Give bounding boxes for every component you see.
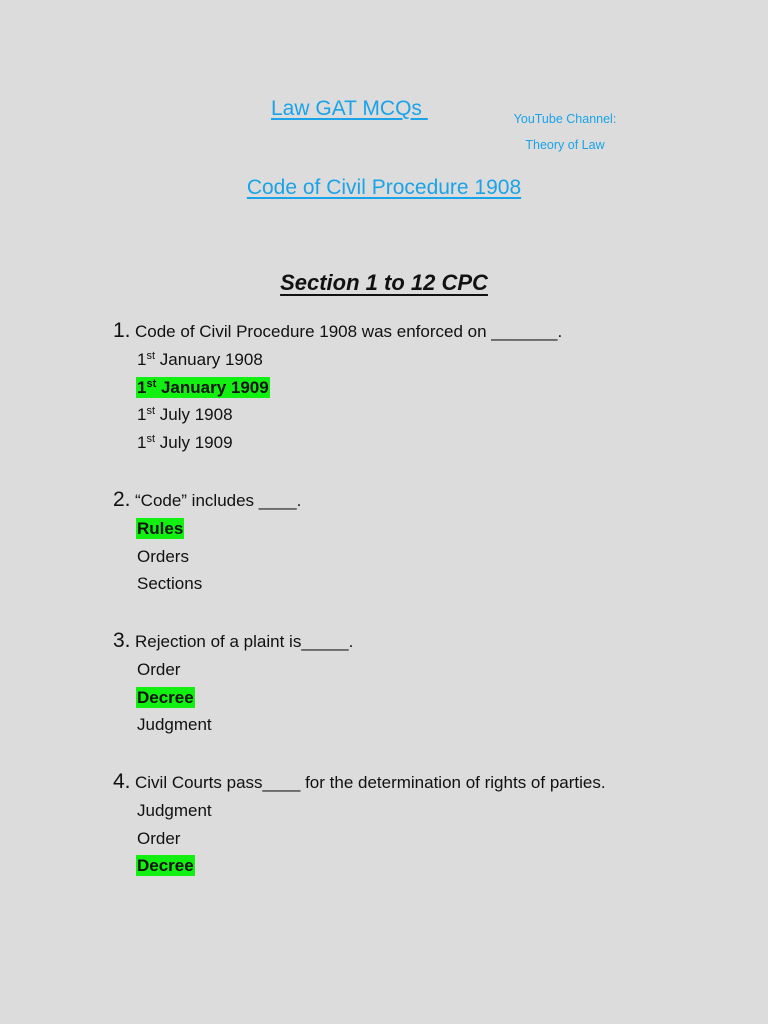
- youtube-channel-name: Theory of Law: [525, 138, 605, 152]
- question-number: 2.: [113, 488, 131, 511]
- page-title: Law GAT MCQs: [271, 97, 428, 120]
- option-text: [136, 546, 190, 567]
- option-text: [136, 855, 195, 876]
- option-label: January 1908: [155, 350, 263, 369]
- option-label: Decree: [137, 687, 194, 707]
- option-text: [136, 659, 181, 680]
- question-3: [113, 629, 733, 739]
- option-ordinal-suffix: st: [146, 350, 156, 362]
- option-label: July 1909: [155, 432, 233, 452]
- option-label: Order: [137, 660, 181, 679]
- answer-option-correct: [136, 684, 733, 712]
- option-list: [113, 656, 733, 739]
- option-text: [136, 432, 234, 453]
- youtube-channel-note: [509, 106, 621, 158]
- question-text: Rejection of a plaint is_____.: [135, 632, 354, 651]
- option-ordinal-suffix: st: [146, 377, 157, 390]
- question-2: [113, 488, 733, 598]
- answer-option: [136, 656, 733, 684]
- question-number: 1.: [113, 319, 131, 342]
- question-4: [113, 770, 733, 880]
- option-text: [136, 714, 213, 735]
- option-text: [136, 828, 181, 849]
- answer-option: [136, 570, 733, 598]
- subject-heading: Code of Civil Procedure 1908: [246, 176, 522, 199]
- answer-option: [136, 825, 733, 853]
- option-label: Judgment: [137, 801, 212, 820]
- option-text: [136, 573, 203, 594]
- question-text: Civil Courts pass____ for the determination of rights of parties.: [135, 773, 606, 792]
- option-label: Orders: [137, 546, 189, 566]
- answer-option: [136, 346, 733, 374]
- option-label: July 1908: [155, 405, 233, 424]
- option-list: [113, 797, 733, 880]
- youtube-channel-label: YouTube Channel:: [513, 112, 617, 126]
- question-number: 4.: [113, 770, 131, 793]
- option-list: [113, 346, 733, 456]
- option-text: [136, 404, 234, 425]
- option-label: Judgment: [137, 715, 212, 734]
- option-label: Sections: [137, 574, 203, 593]
- option-label: Order: [137, 828, 181, 848]
- option-text: [136, 687, 195, 708]
- question-line: [113, 629, 733, 656]
- option-text: [136, 349, 264, 370]
- option-label: Rules: [137, 519, 184, 538]
- question-line: [113, 319, 733, 346]
- answer-option: [136, 401, 733, 429]
- question-1: [113, 319, 733, 456]
- option-ordinal-number: 1: [137, 377, 147, 397]
- question-line: [113, 488, 733, 515]
- option-ordinal-number: 1: [137, 405, 147, 424]
- option-text: [136, 377, 270, 398]
- question-text: Code of Civil Procedure 1908 was enforced on _______.: [135, 322, 563, 341]
- answer-option: [136, 429, 733, 457]
- question-line: [113, 770, 733, 797]
- answer-option: [136, 797, 733, 825]
- option-ordinal-suffix: st: [146, 405, 156, 417]
- option-ordinal-number: 1: [137, 432, 147, 452]
- answer-option-correct: [136, 374, 733, 402]
- section-heading: Section 1 to 12 CPC: [280, 270, 488, 295]
- option-label: Decree: [137, 856, 194, 875]
- option-label: January 1909: [156, 377, 269, 397]
- answer-option-correct: [136, 852, 733, 880]
- question-text: “Code” includes ____.: [135, 491, 302, 510]
- answer-option: [136, 711, 733, 739]
- answer-option: [136, 543, 733, 571]
- option-ordinal-number: 1: [137, 350, 147, 369]
- option-list: [113, 515, 733, 598]
- question-number: 3.: [113, 629, 131, 652]
- option-text: [136, 518, 184, 539]
- option-text: [136, 800, 213, 821]
- answer-option-correct: [136, 515, 733, 543]
- option-ordinal-suffix: st: [146, 432, 156, 445]
